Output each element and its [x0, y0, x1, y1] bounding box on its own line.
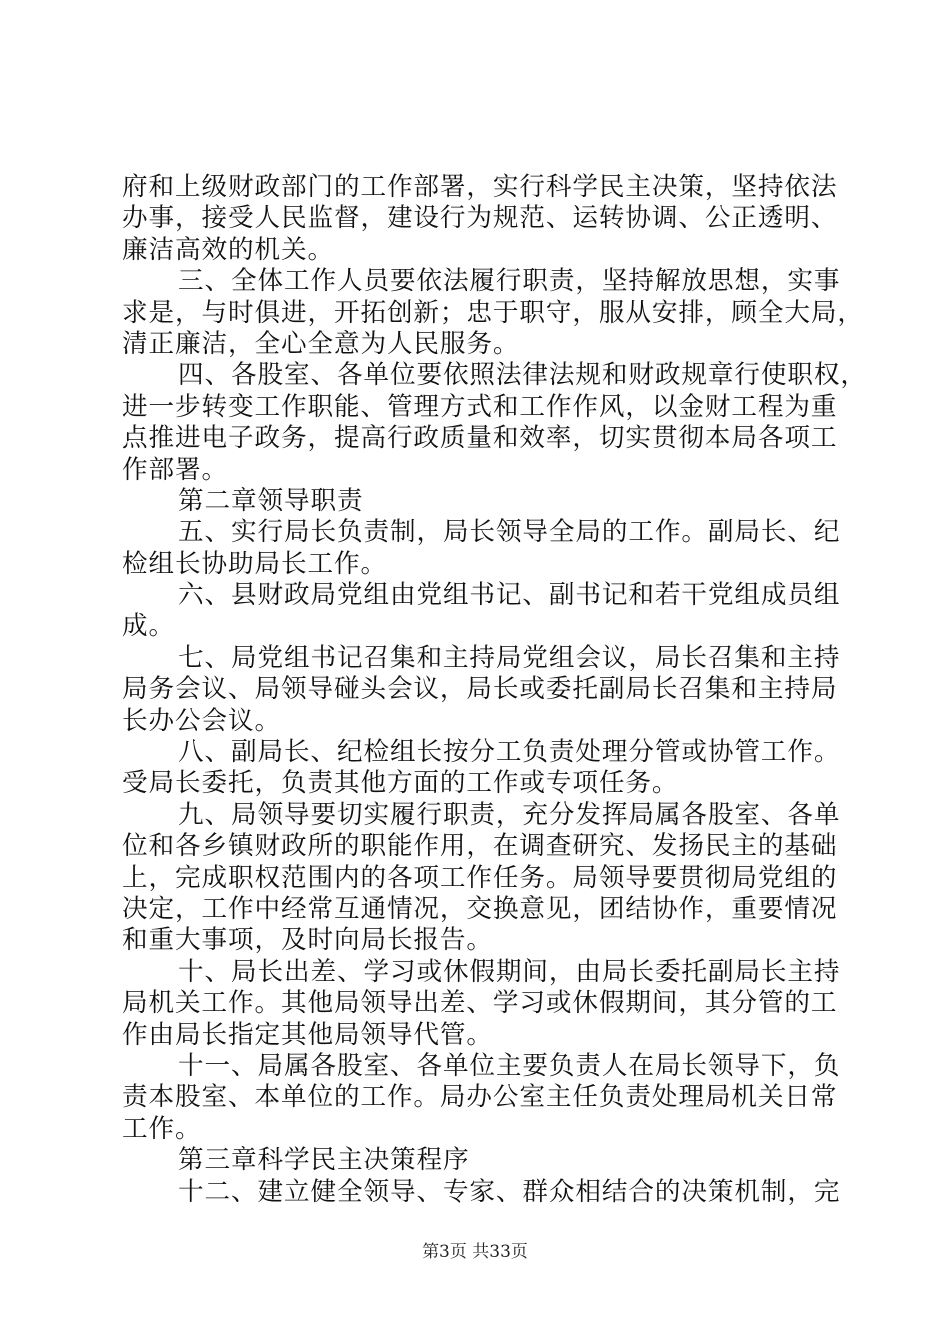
text-line: 六、县财政局党组由党组书记、副书记和若干党组成员组 — [178, 580, 841, 611]
text-line: 七、局党组书记召集和主持局党组会议，局长召集和主持 — [178, 642, 841, 673]
text-line: 九、局领导要切实履行职责，充分发挥局属各股室、各单 — [178, 799, 841, 830]
text-line: 和重大事项，及时向局长报告。 — [122, 925, 493, 956]
text-line: 进一步转变工作职能、管理方式和工作作风，以金财工程为重 — [122, 391, 838, 422]
text-line: 求是，与时俱进，开拓创新；忠于职守，服从安排，顾全大局， — [122, 297, 864, 328]
text-line: 四、各股室、各单位要依照法律法规和财政规章行使职权， — [178, 360, 867, 391]
text-line: 点推进电子政务，提高行政质量和效率，切实贯彻本局各项工 — [122, 423, 838, 454]
text-line: 第二章领导职责 — [178, 485, 364, 516]
page-footer: 第3页 共33页 — [422, 1242, 528, 1262]
text-line: 责本股室、本单位的工作。局办公室主任负责处理局机关日常 — [122, 1082, 838, 1113]
text-line: 局机关工作。其他局领导出差、学习或休假期间，其分管的工 — [122, 988, 838, 1019]
text-line: 作部署。 — [122, 454, 228, 485]
text-line: 十一、局属各股室、各单位主要负责人在局长领导下，负 — [178, 1050, 841, 1081]
text-line: 受局长委托，负责其他方面的工作或专项任务。 — [122, 768, 679, 799]
text-line: 上，完成职权范围内的各项工作任务。局领导要贯彻局党组的 — [122, 862, 838, 893]
text-line: 五、实行局长负责制，局长领导全局的工作。副局长、纪 — [178, 517, 841, 548]
text-line: 位和各乡镇财政所的职能作用，在调查研究、发扬民主的基础 — [122, 831, 838, 862]
text-line: 八、副局长、纪检组长按分工负责处理分管或协管工作。 — [178, 737, 841, 768]
text-line: 检组长协助局长工作。 — [122, 548, 387, 579]
text-line: 局务会议、局领导碰头会议，局长或委托副局长召集和主持局 — [122, 674, 838, 705]
text-line: 决定，工作中经常互通情况，交换意见，团结协作，重要情况 — [122, 893, 838, 924]
text-line: 第三章科学民主决策程序 — [178, 1145, 470, 1176]
text-line: 清正廉洁，全心全意为人民服务。 — [122, 328, 520, 359]
text-line: 工作。 — [122, 1113, 202, 1144]
text-line: 三、全体工作人员要依法履行职责，坚持解放思想，实事 — [178, 266, 841, 297]
body-text — [122, 172, 867, 1208]
text-line: 十、局长出差、学习或休假期间，由局长委托副局长主持 — [178, 956, 841, 987]
text-line: 府和上级财政部门的工作部署，实行科学民主决策，坚持依法 — [122, 172, 838, 202]
text-line: 办事，接受人民监督，建设行为规范、运转协调、公正透明、 — [122, 203, 838, 234]
text-line: 长办公会议。 — [122, 705, 281, 736]
text-line: 作由局长指定其他局领导代管。 — [122, 1019, 493, 1050]
text-line: 十二、建立健全领导、专家、群众相结合的决策机制，完 — [178, 1176, 841, 1207]
text-line: 成。 — [122, 611, 175, 642]
text-line: 廉洁高效的机关。 — [122, 234, 334, 265]
